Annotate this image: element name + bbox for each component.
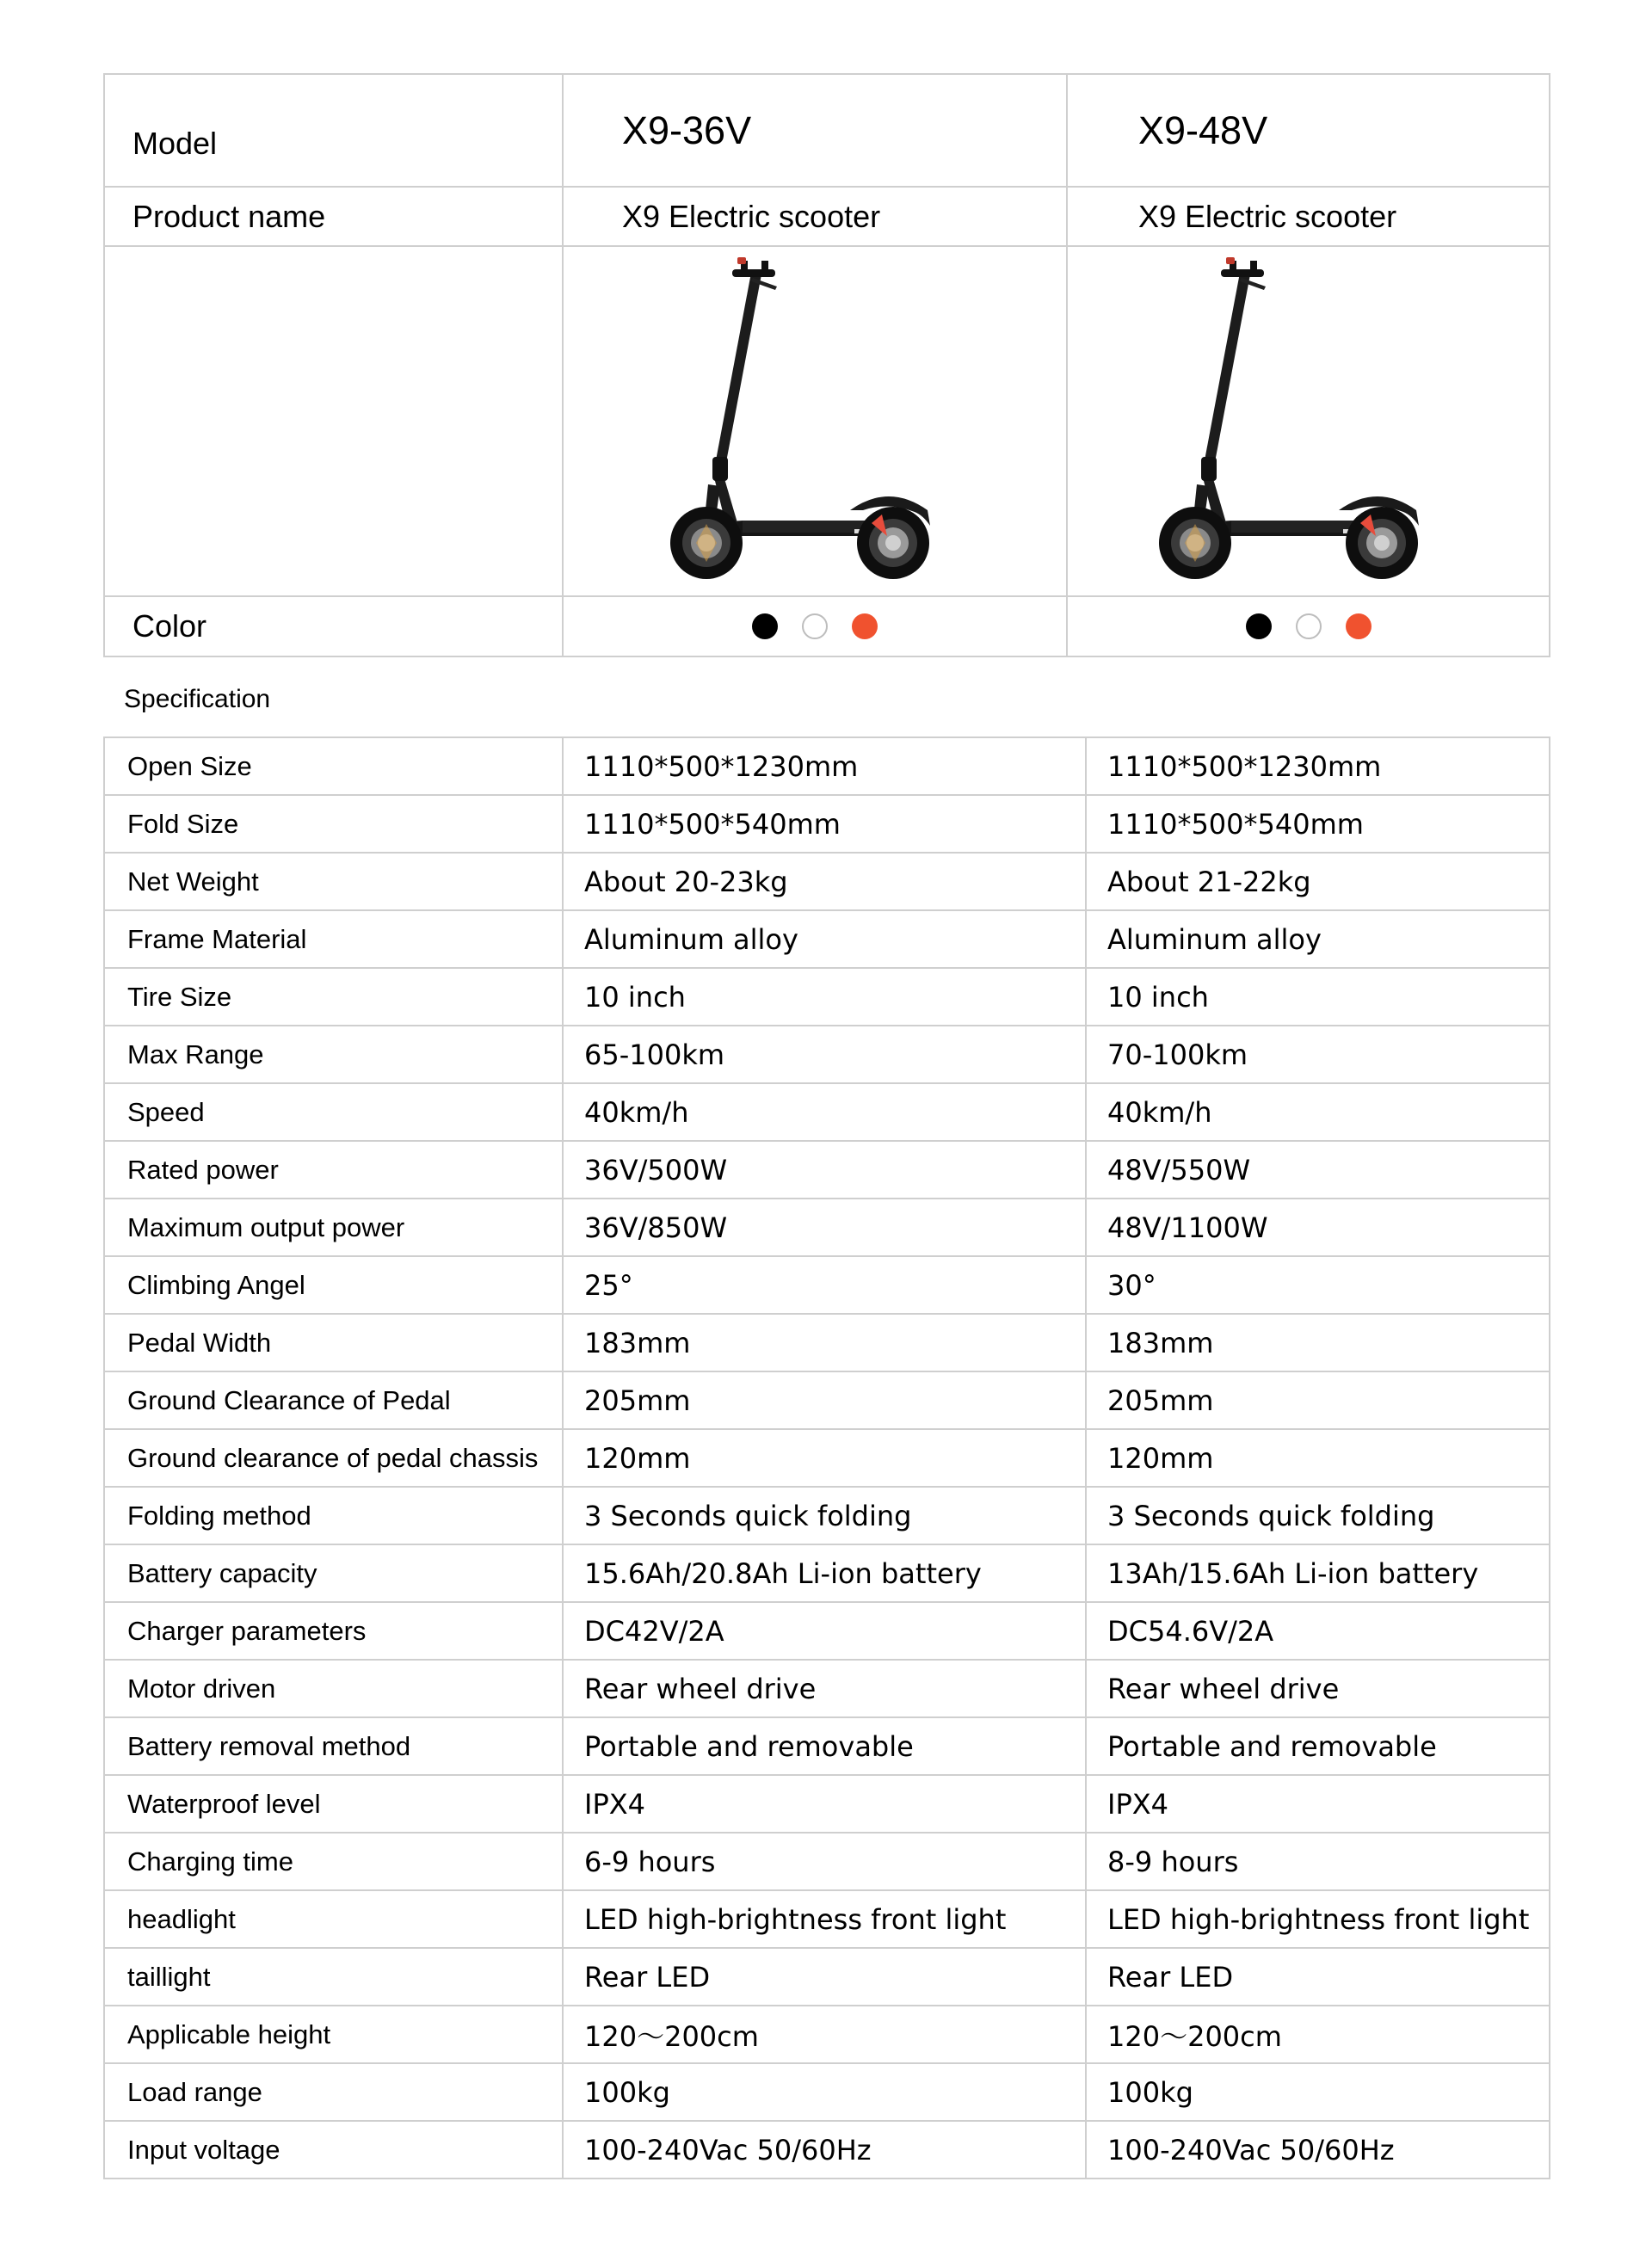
spec-value-x9-36v: 6-9 hours	[563, 1833, 1086, 1890]
image-row-empty-cell	[104, 246, 563, 596]
color-swatch-black[interactable]	[1246, 613, 1272, 639]
spec-row	[104, 737, 1550, 795]
spec-row	[104, 910, 1550, 968]
color-swatch-black[interactable]	[752, 613, 778, 639]
spec-value-x9-48v: DC54.6V/2A	[1086, 1602, 1550, 1660]
spec-value-x9-36v: Rear LED	[563, 1948, 1086, 2006]
spec-value-x9-36v: 36V/500W	[563, 1141, 1086, 1199]
spec-value-x9-36v: Aluminum alloy	[563, 910, 1086, 968]
spec-value-x9-48v: 70-100km	[1086, 1026, 1550, 1083]
spec-value-x9-36v: 183mm	[563, 1314, 1086, 1371]
scooter-image-2	[1119, 252, 1446, 596]
spec-label: Ground Clearance of Pedal	[104, 1371, 563, 1429]
spec-value-x9-48v: 1110*500*540mm	[1086, 795, 1550, 853]
spec-value-x9-48v: 10 inch	[1086, 968, 1550, 1026]
spec-label: Net Weight	[104, 853, 563, 910]
color-swatches-cell-1	[563, 596, 1067, 656]
spec-value-x9-36v: 100kg	[563, 2063, 1086, 2121]
color-swatch-white[interactable]	[802, 613, 828, 639]
spec-row	[104, 1544, 1550, 1602]
spec-label: Input voltage	[104, 2121, 563, 2179]
spec-value-x9-36v: 100-240Vac 50/60Hz	[563, 2121, 1086, 2179]
spec-value-x9-48v: 3 Seconds quick folding	[1086, 1487, 1550, 1544]
spec-label: Folding method	[104, 1487, 563, 1544]
spec-label: Charger parameters	[104, 1602, 563, 1660]
spec-row	[104, 2121, 1550, 2179]
spec-row	[104, 1775, 1550, 1833]
spec-label: Load range	[104, 2063, 563, 2121]
spec-value-x9-48v: 205mm	[1086, 1371, 1550, 1429]
spec-value-x9-48v: About 21-22kg	[1086, 853, 1550, 910]
spec-row	[104, 1948, 1550, 2006]
color-row	[104, 596, 1550, 656]
spec-value-x9-48v: 40km/h	[1086, 1083, 1550, 1141]
spec-row	[104, 1717, 1550, 1775]
spec-label: taillight	[104, 1948, 563, 2006]
spec-label: Pedal Width	[104, 1314, 563, 1371]
spec-label: Climbing Angel	[104, 1256, 563, 1314]
model-table	[103, 73, 1550, 657]
spec-row	[104, 1429, 1550, 1487]
spec-label: Max Range	[104, 1026, 563, 1083]
spec-row	[104, 1487, 1550, 1544]
model-name-2: X9-48V	[1067, 74, 1550, 187]
scooter-image-cell-1	[563, 246, 1067, 596]
spec-value-x9-48v: 183mm	[1086, 1314, 1550, 1371]
color-swatches-2	[1068, 597, 1549, 656]
image-row	[104, 246, 1550, 596]
spec-row	[104, 1314, 1550, 1371]
spec-value-x9-48v: 1110*500*1230mm	[1086, 737, 1550, 795]
model-label: Model	[104, 74, 563, 187]
spec-value-x9-48v: Rear LED	[1086, 1948, 1550, 2006]
spec-label: Battery removal method	[104, 1717, 563, 1775]
spec-value-x9-36v: 205mm	[563, 1371, 1086, 1429]
spec-value-x9-48v: LED high-brightness front light	[1086, 1890, 1550, 1948]
spec-row	[104, 1890, 1550, 1948]
spec-value-x9-48v: 48V/1100W	[1086, 1199, 1550, 1256]
spec-label: Waterproof level	[104, 1775, 563, 1833]
spec-value-x9-36v: About 20-23kg	[563, 853, 1086, 910]
spec-label: Fold Size	[104, 795, 563, 853]
spec-value-x9-48v: 100-240Vac 50/60Hz	[1086, 2121, 1550, 2179]
model-row	[104, 74, 1550, 187]
spec-value-x9-36v: 36V/850W	[563, 1199, 1086, 1256]
spec-label: Maximum output power	[104, 1199, 563, 1256]
spec-value-x9-48v: 30°	[1086, 1256, 1550, 1314]
spec-row	[104, 2006, 1550, 2063]
spec-label: Applicable height	[104, 2006, 563, 2063]
spec-value-x9-48v: 13Ah/15.6Ah Li-ion battery	[1086, 1544, 1550, 1602]
spec-label: Frame Material	[104, 910, 563, 968]
spec-heading: Specification	[124, 685, 271, 713]
spec-table-body	[104, 737, 1550, 2179]
spec-label: Battery capacity	[104, 1544, 563, 1602]
spec-row	[104, 1371, 1550, 1429]
spec-row	[104, 795, 1550, 853]
spec-value-x9-48v: 120mm	[1086, 1429, 1550, 1487]
spec-value-x9-36v: 3 Seconds quick folding	[563, 1487, 1086, 1544]
spec-label: Ground clearance of pedal chassis	[104, 1429, 563, 1487]
product-name-row	[104, 187, 1550, 246]
spec-label: Motor driven	[104, 1660, 563, 1717]
spec-value-x9-36v: 120mm	[563, 1429, 1086, 1487]
spec-value-x9-48v: Aluminum alloy	[1086, 910, 1550, 968]
spec-value-x9-36v: 120～200cm	[563, 2006, 1086, 2063]
spec-row	[104, 968, 1550, 1026]
scooter-image-1	[631, 252, 958, 596]
model-name-1: X9-36V	[563, 74, 1067, 187]
spec-value-x9-48v: 48V/550W	[1086, 1141, 1550, 1199]
spec-value-x9-36v: DC42V/2A	[563, 1602, 1086, 1660]
spec-value-x9-36v: 1110*500*1230mm	[563, 737, 1086, 795]
spec-value-x9-48v: 120～200cm	[1086, 2006, 1550, 2063]
color-swatches-1	[564, 597, 1066, 656]
color-label: Color	[104, 596, 563, 656]
spec-label: Tire Size	[104, 968, 563, 1026]
spec-row	[104, 2063, 1550, 2121]
spec-value-x9-48v: 100kg	[1086, 2063, 1550, 2121]
spec-value-x9-36v: 10 inch	[563, 968, 1086, 1026]
spec-row	[104, 1141, 1550, 1199]
color-swatch-white[interactable]	[1296, 613, 1322, 639]
color-swatch-orange[interactable]	[1346, 613, 1372, 639]
spec-row	[104, 853, 1550, 910]
scooter-image-cell-2	[1067, 246, 1550, 596]
product-name-1: X9 Electric scooter	[563, 187, 1067, 246]
spec-value-x9-36v: 40km/h	[563, 1083, 1086, 1141]
spec-row	[104, 1660, 1550, 1717]
spec-row	[104, 1256, 1550, 1314]
spec-value-x9-48v: Rear wheel drive	[1086, 1660, 1550, 1717]
spec-value-x9-36v: 1110*500*540mm	[563, 795, 1086, 853]
product-name-label: Product name	[104, 187, 563, 246]
spec-value-x9-48v: IPX4	[1086, 1775, 1550, 1833]
spec-value-x9-36v: 65-100km	[563, 1026, 1086, 1083]
spec-value-x9-36v: Rear wheel drive	[563, 1660, 1086, 1717]
spec-row	[104, 1026, 1550, 1083]
spec-label: Rated power	[104, 1141, 563, 1199]
spec-value-x9-36v: IPX4	[563, 1775, 1086, 1833]
spec-table	[103, 736, 1550, 2179]
spec-row	[104, 1602, 1550, 1660]
color-swatch-orange[interactable]	[852, 613, 878, 639]
spec-value-x9-36v: 15.6Ah/20.8Ah Li-ion battery	[563, 1544, 1086, 1602]
spec-row	[104, 1833, 1550, 1890]
spec-label: headlight	[104, 1890, 563, 1948]
spec-label: Charging time	[104, 1833, 563, 1890]
spec-row	[104, 1083, 1550, 1141]
spec-value-x9-36v: LED high-brightness front light	[563, 1890, 1086, 1948]
spec-row	[104, 1199, 1550, 1256]
spec-value-x9-48v: Portable and removable	[1086, 1717, 1550, 1775]
color-swatches-cell-2	[1067, 596, 1550, 656]
spec-label: Open Size	[104, 737, 563, 795]
spec-value-x9-48v: 8-9 hours	[1086, 1833, 1550, 1890]
spec-value-x9-36v: Portable and removable	[563, 1717, 1086, 1775]
spec-value-x9-36v: 25°	[563, 1256, 1086, 1314]
product-name-2: X9 Electric scooter	[1067, 187, 1550, 246]
spec-label: Speed	[104, 1083, 563, 1141]
